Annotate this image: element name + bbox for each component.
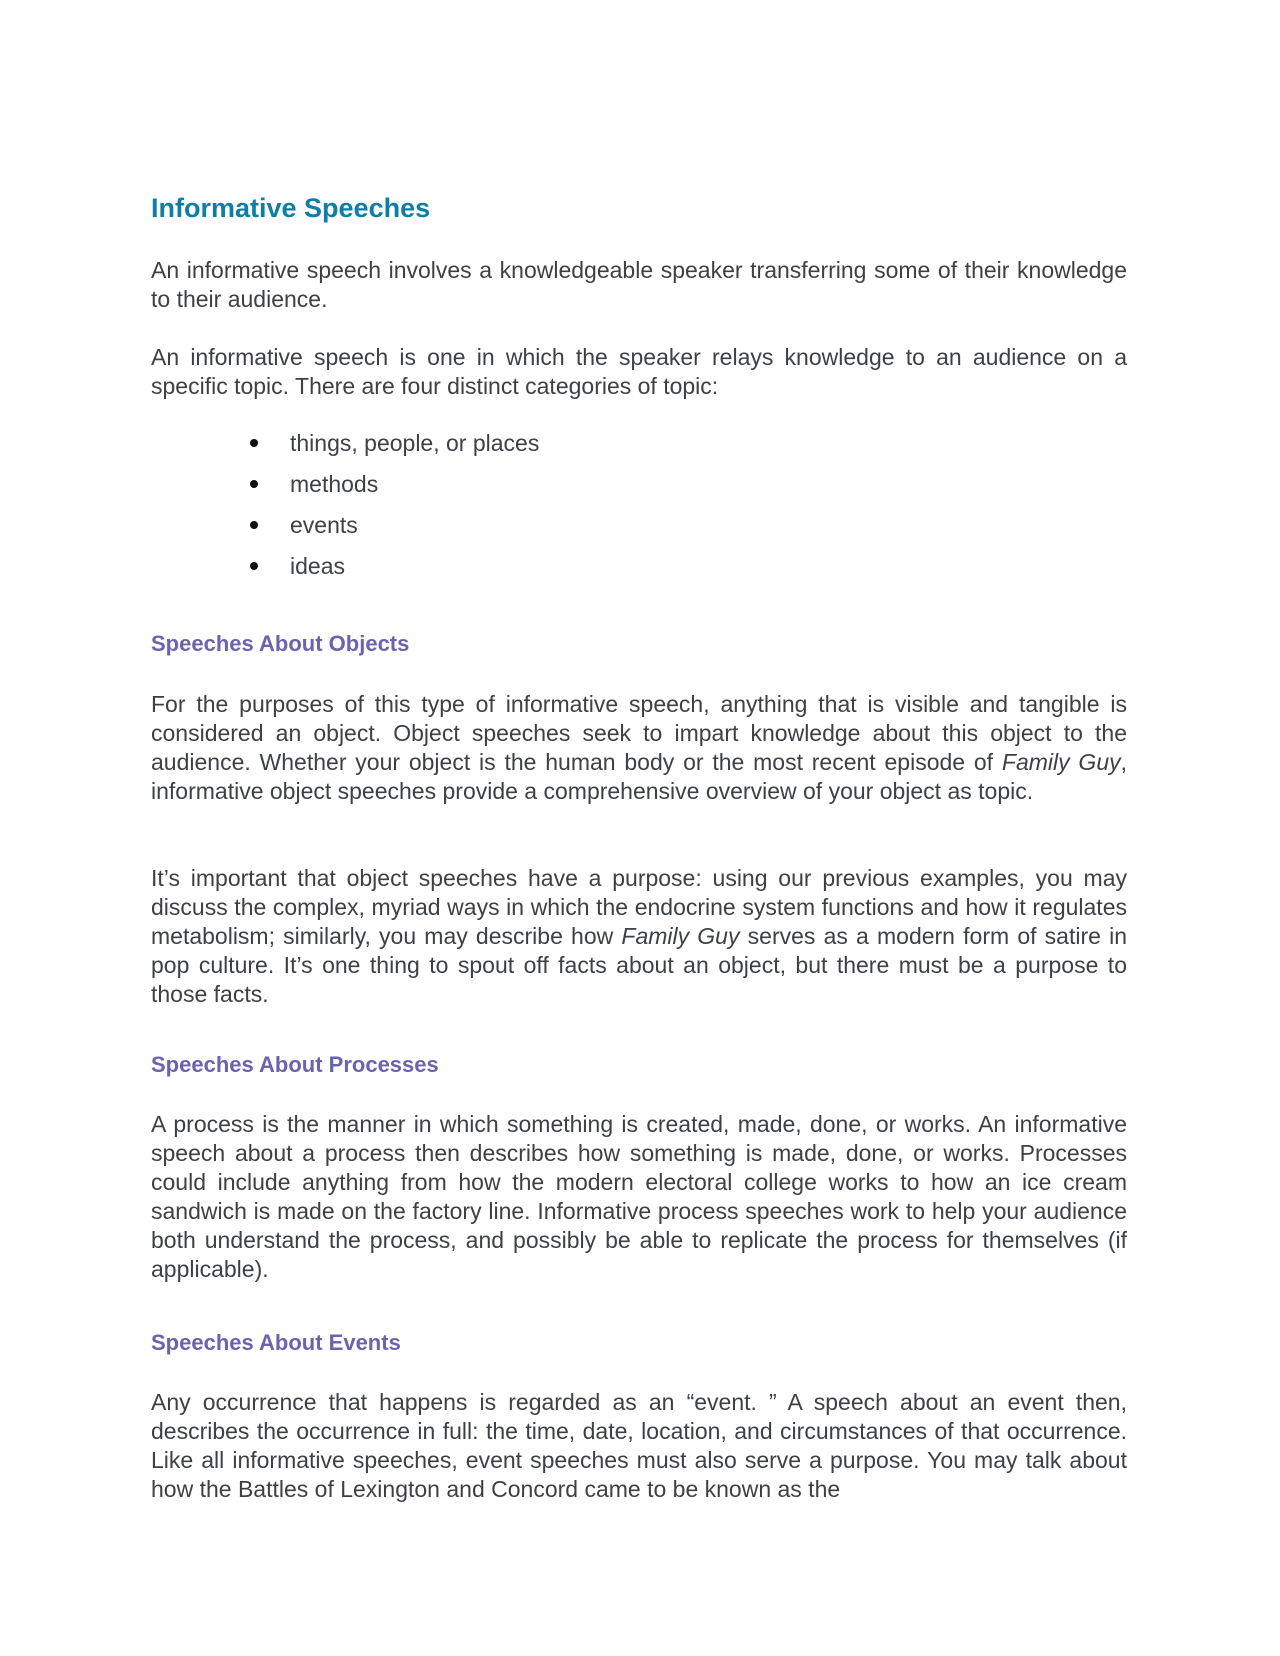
- italic-title: Family Guy: [1001, 749, 1121, 775]
- intro-paragraph-1: An informative speech involves a knowledgeable speaker transferring some of their knowledge to their audience.: [151, 257, 1127, 312]
- list-item-label: events: [290, 512, 358, 538]
- list-item-label: methods: [290, 471, 379, 497]
- intro-paragraph-2: An informative speech is one in which the speaker relays knowledge to an audience on a specific topic. There are four distinct categories of topic:: [151, 344, 1127, 399]
- paragraph-text: , informative object speeches provide a comprehensive overview of your object as topic.: [151, 749, 1127, 804]
- paragraph-text: serves as a modern form of satire in pop culture. It’s one thing to spout off facts about an object, but there must be a purpose to those facts.: [151, 923, 1127, 1007]
- list-item: [151, 552, 539, 593]
- paragraph-text: For the purposes of this type of informative speech, anything that is visible and tangible is considered an object. Object speeches seek to impart knowledge about this object to the audience. Whether your object is the human body or the most recent episode of: [151, 691, 1127, 775]
- bullet-icon: [250, 480, 258, 488]
- bullet-icon: [250, 439, 258, 447]
- objects-paragraph-1: [151, 690, 1127, 806]
- bullet-icon: [250, 521, 258, 529]
- list-item: [151, 511, 539, 552]
- list-item: [151, 429, 539, 470]
- objects-paragraph-2: [151, 864, 1127, 1009]
- document-title: Informative Speeches: [151, 193, 431, 223]
- section-heading-processes: Speeches About Processes: [151, 1052, 439, 1077]
- bullet-icon: [250, 562, 258, 570]
- section-heading-events: Speeches About Events: [151, 1330, 401, 1355]
- italic-title: Family Guy: [621, 923, 740, 949]
- list-item-label: ideas: [290, 553, 345, 579]
- list-item: [151, 470, 539, 511]
- topic-categories-list: [151, 429, 539, 593]
- events-paragraph: Any occurrence that happens is regarded as an “event. ” A speech about an event then, describes the occurrence in full: the time, date, location, and circumstances of that occurrence. Like all informative speeches, event speeches must also serve a purpose. You may talk about how the Battles of Lexington and Concord came to be known as the: [151, 1389, 1127, 1502]
- list-item-label: things, people, or places: [290, 430, 540, 456]
- paragraph-text: It’s important that object speeches have a purpose: using our previous examples, you may discuss the complex, myriad ways in which the endocrine system functions and how it regulates metabolism; similarly, you may describe how: [151, 865, 1127, 949]
- processes-paragraph: A process is the manner in which something is created, made, done, or works. An informative speech about a process then describes how something is made, done, or works. Processes could include anything from how the modern electoral college works to how an ice cream sandwich is made on the factory line. Informative process speeches work to help your audience both understand the process, and possibly be able to replicate the process for themselves (if applicable).: [151, 1111, 1127, 1282]
- section-heading-objects: Speeches About Objects: [151, 631, 410, 656]
